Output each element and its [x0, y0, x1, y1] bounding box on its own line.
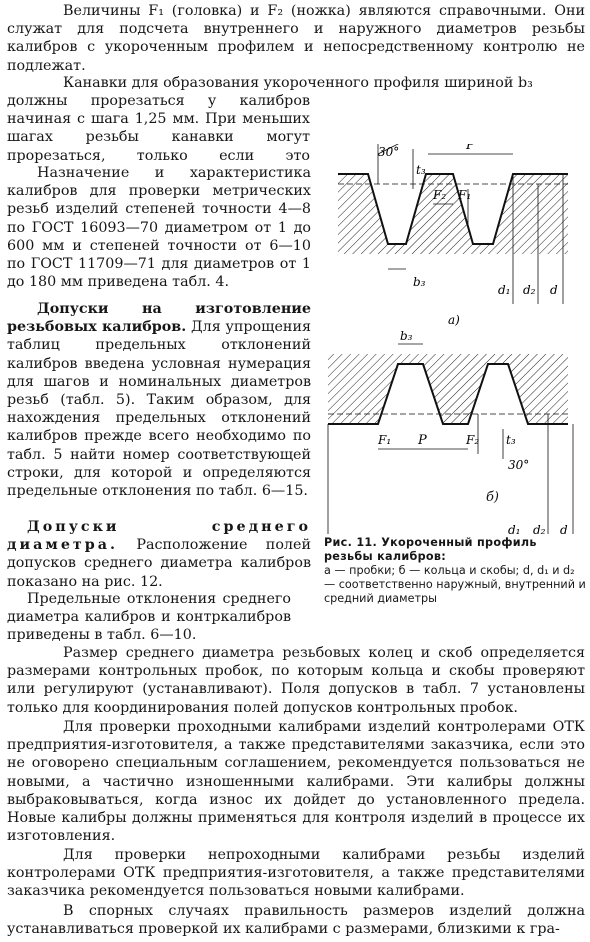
paragraph-2-line1: Канавки для образования укороченного профиля шириной b₃ [63, 75, 533, 91]
thread-profile-diagram [318, 144, 588, 534]
label-d2-a: d₂ [523, 283, 536, 297]
paragraph-10: В спорных случаях правильность размеров изделий должна устанавливаться проверкой их калибрами с размерами, близкими к гра- [7, 903, 585, 938]
label-angle-a: 30° [378, 145, 400, 159]
figure-caption [324, 536, 586, 606]
profile-b [328, 329, 573, 534]
label-f1-b: F₁ [378, 433, 392, 447]
label-f2-b: F₂ [466, 433, 480, 447]
label-b3-a: b₃ [413, 275, 426, 289]
label-d-b: d [560, 523, 568, 534]
paragraph-5-body: Расположение полей допусков среднего диаметра калибров показано на рис. 12. [7, 537, 311, 590]
paragraph-4-body: Для упрощения таблиц предельных отклонений калибров введена условная нумерация для шагов и номинальных диаметров резьб (табл. 5). Таким образом, для нахождения предельных отклонений калибров прежде всего необходимо по табл. 5 найти номер соответствующей строки, для которой и определяются предельные отклонения по табл. 6—15. [7, 319, 311, 500]
paragraph-9: Для проверки непроходными калибрами резьбы изделий контролерами ОТК предприятия-изготовителя, а также представителями заказчика рекомендуется пользоваться новыми калибрами. [7, 847, 585, 900]
paragraph-4 [7, 300, 311, 500]
paragraph-7: Размер среднего диаметра резьбовых колец и скоб определяется размерами контрольных пробок, по которым кольца и скобы проверяют или регулируют (устанавливают). Поля допусков в табл. 7 установлены только для координирования полей допусков контрольных пробок. [7, 645, 585, 716]
label-sub-a: а) [448, 313, 460, 327]
label-p-a: P [466, 144, 475, 153]
label-f2-a: F₂ [433, 188, 447, 202]
profile-a [338, 144, 568, 327]
paragraph-4-heading: Допуски на изготовление резьбовых калибров. [7, 301, 311, 336]
label-d-a: d [550, 283, 558, 297]
paragraph-3: Назначение и характеристика калибров для проверки метрических резьб изделий степеней точности 4—8 по ГОСТ 16093—70 диаметром от 1 до 600 мм и степеней точности от 6—10 по ГОСТ 11709—71 для диаметров от 1 до 180 мм приведена табл. 4. [7, 165, 311, 291]
label-angle-b: 30° [508, 458, 530, 472]
label-sub-b: б) [486, 490, 500, 505]
label-d1-a: d₁ [498, 283, 511, 297]
paragraph-2 [7, 74, 585, 92]
label-t3-a: t₃ [416, 163, 426, 177]
paragraph-6: Предельные отклонения среднего диаметра калибров и контркалибров приведены в табл. 6—10. [7, 591, 291, 644]
label-b3-b: b₃ [400, 329, 413, 343]
paragraph-1: Величины F₁ (головка) и F₂ (ножка) являются справочными. Они служат для подсчета внутреннего и наружного диаметров резьбы калибров с укороченным профилем и непосредственному контролю не подлежат. [7, 3, 585, 74]
figure-caption-title: Рис. 11. Укороченный профиль резьбы калибров: [324, 536, 537, 563]
label-t3-b: t₃ [506, 433, 516, 447]
label-d2-b: d₂ [533, 523, 546, 534]
figure-spacer [310, 92, 585, 152]
profile-a-hatch [338, 174, 568, 254]
paragraph-5 [7, 518, 311, 591]
paragraph-2-rest: должны прорезаться у калибров начиная с шага 1,25 мм. При меньших шагах резьбы канавки могут прорезаться, только если это [7, 93, 310, 164]
paragraph-5-heading: Допуски среднего диаметра. [7, 519, 311, 554]
label-p-b: P [418, 433, 427, 448]
paragraph-8: Для проверки проходными калибрами изделий контролерами ОТК предприятия-изготовителя, а также представителями заказчика, если это не оговорено специальным соглашением, рекомендуется пользоваться не новыми, а частично изношенными калибрами. Эти калибры должны выбраковываться, когда износ их дойдет до установленного предела. Новые калибры должны применяться для контроля изделий в процессе их изготовления. [7, 719, 585, 845]
figure-caption-body: а — пробки; б — кольца и скобы; d, d₁ и d₂ — соответственно наружный, внутренний и средний диаметры [324, 564, 586, 605]
label-d1-b: d₁ [508, 523, 521, 534]
label-f1-a: F₁ [458, 188, 472, 202]
profile-b-hatch [328, 354, 568, 424]
